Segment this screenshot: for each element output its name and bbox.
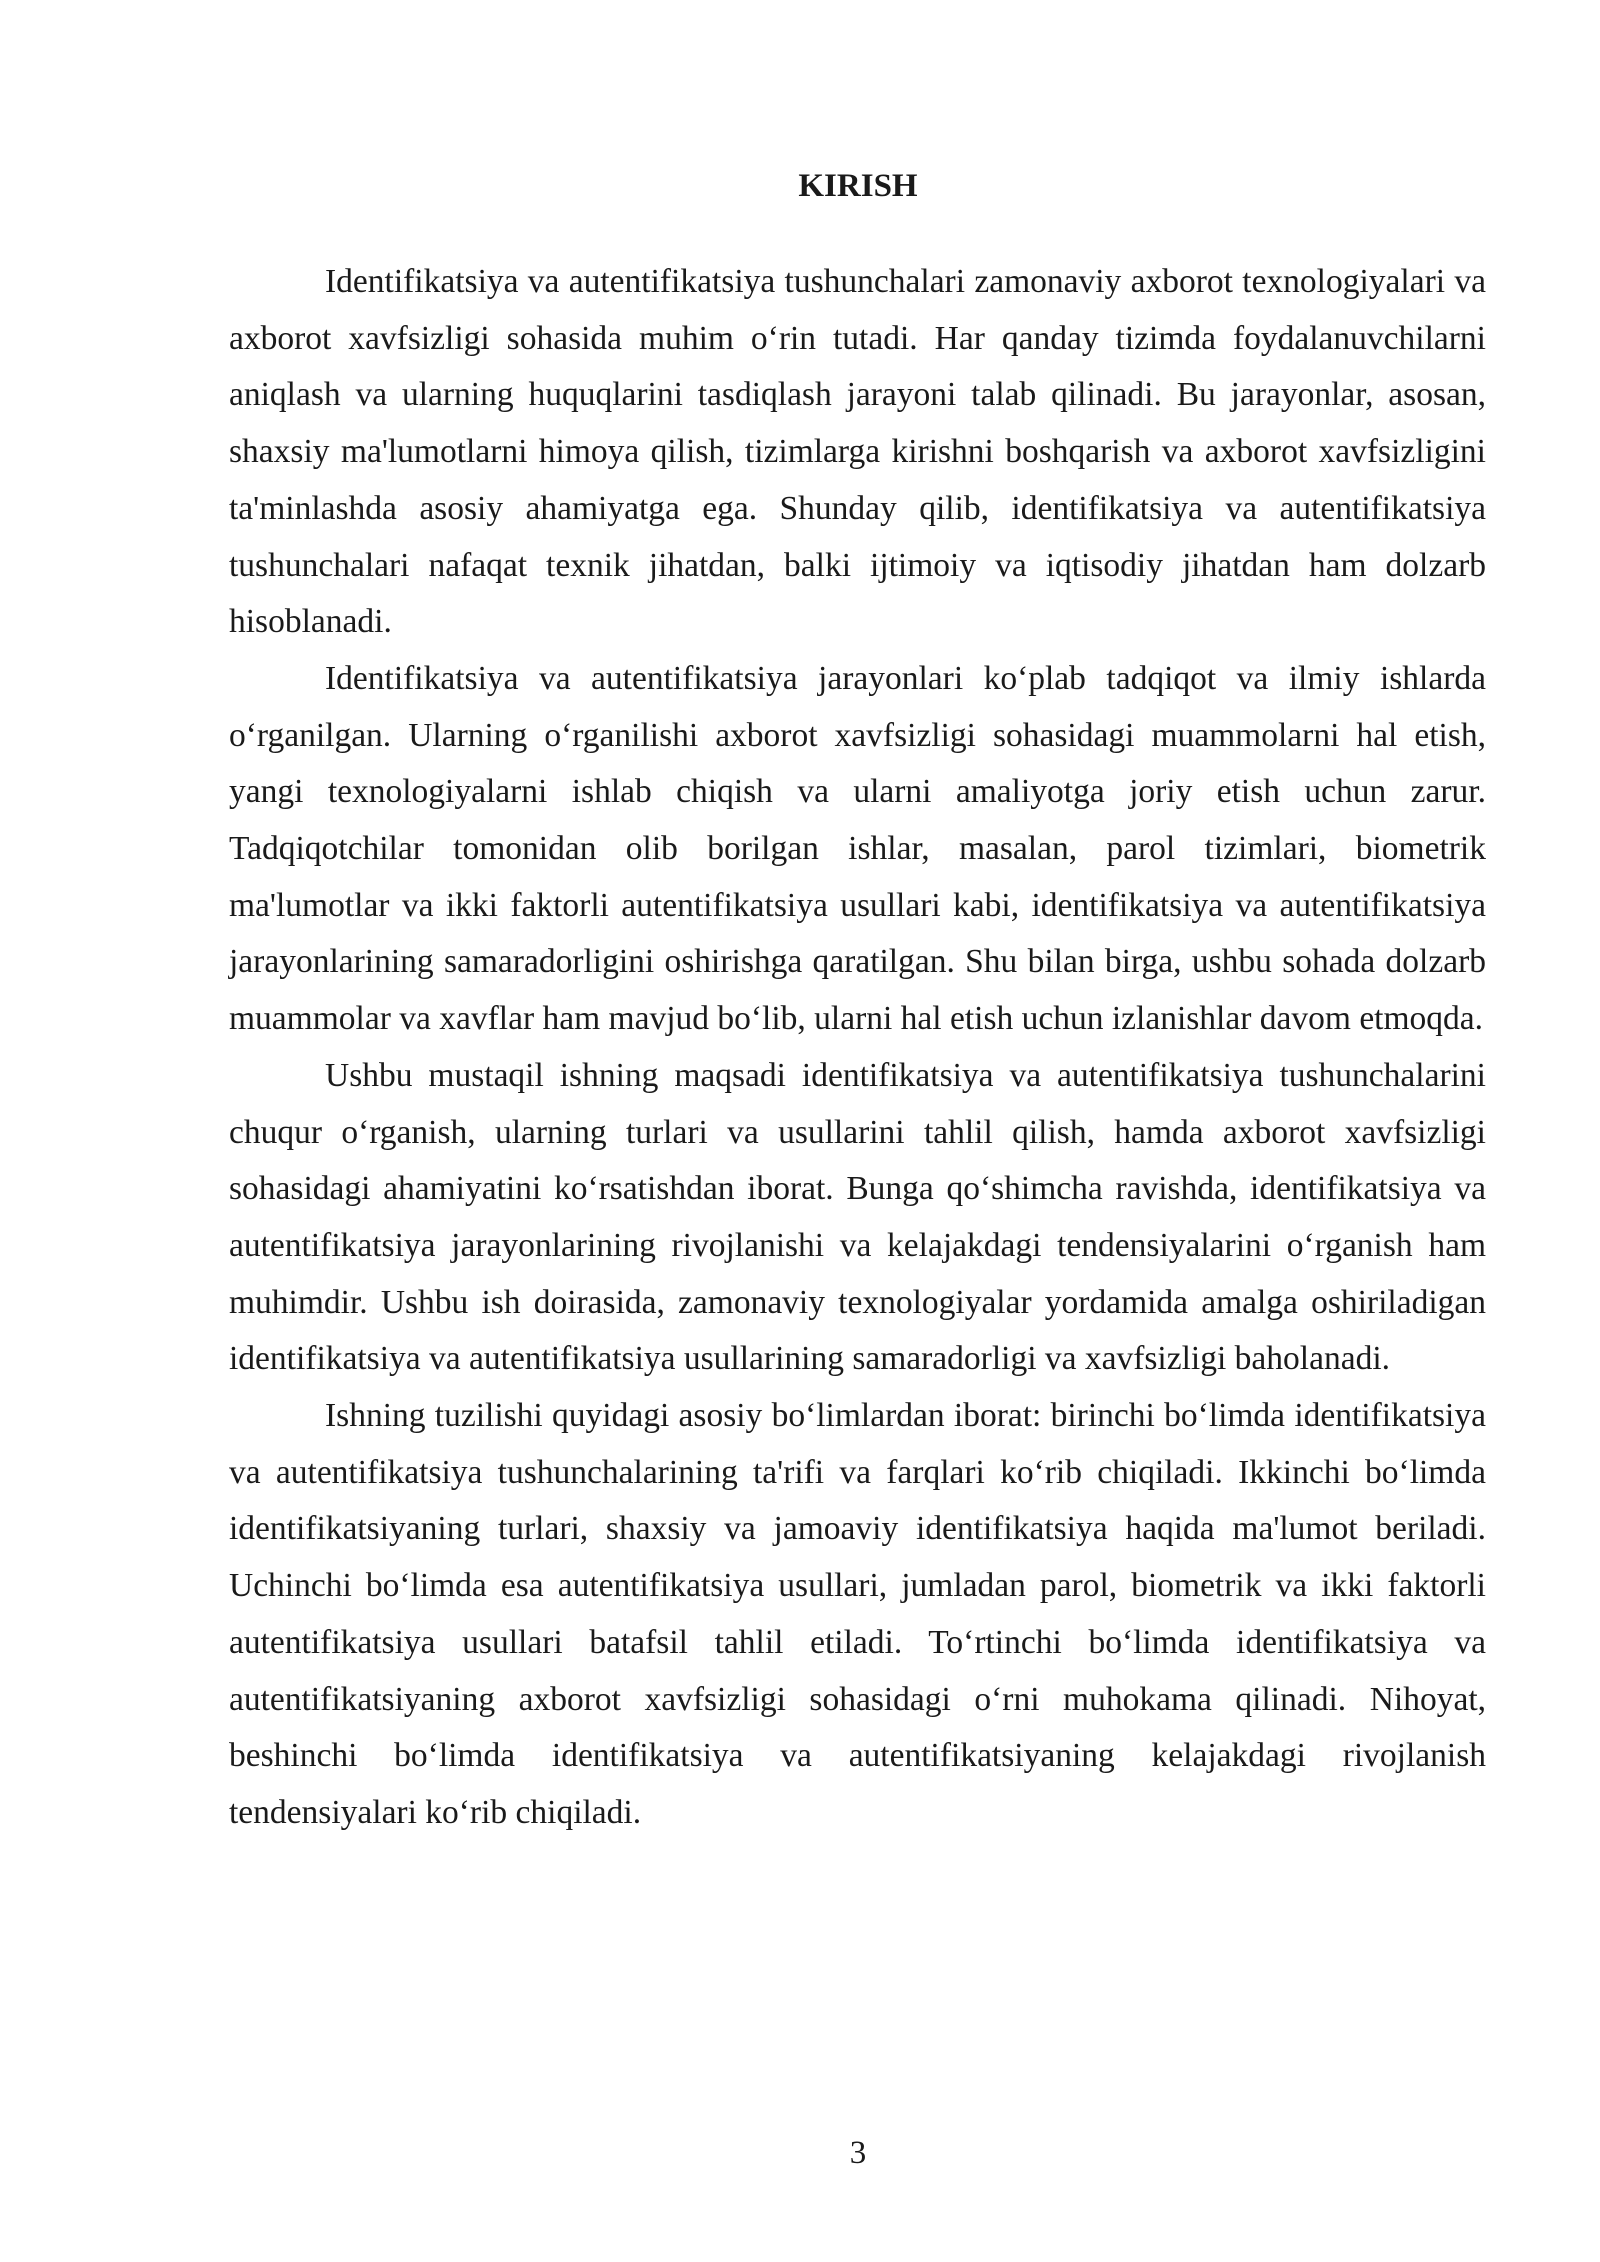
document-body <box>229 254 1486 1842</box>
paragraph-2: Identifikatsiya va autentifikatsiya jarayonlari ko‘plab tadqiqot va ilmiy ishlarda o‘rganilgan. Ularning o‘rganilishi axborot xavfsizligi sohasidagi muammolarni hal etish, yangi texnologiyalarni ishlab chiqish va ularni amaliyotga joriy etish uchun zarur. Tadqiqotchilar tomonidan olib borilgan ishlar, masalan, parol tizimlari, biometrik ma'lumotlar va ikki faktorli autentifikatsiya usullari kabi, identifikatsiya va autentifikatsiya jarayonlarining samaradorligini oshirishga qaratilgan. Shu bilan birga, ushbu sohada dolzarb muammolar va xavflar ham mavjud bo‘lib, ularni hal etish uchun izlanishlar davom etmoqda. <box>229 659 1486 1038</box>
paragraph-1: Identifikatsiya va autentifikatsiya tushunchalari zamonaviy axborot texnologiyalari va axborot xavfsizligi sohasida muhim o‘rin tutadi. Har qanday tizimda foydalanuvchilarni aniqlash va ularning huquqlarini tasdiqlash jarayoni talab qilinadi. Bu jarayonlar, asosan, shaxsiy ma'lumotlarni himoya qilish, tizimlarga kirishni boshqarish va axborot xavfsizligini ta'minlashda asosiy ahamiyatga ega. Shunday qilib, identifikatsiya va autentifikatsiya tushunchalari nafaqat texnik jihatdan, balki ijtimoiy va iqtisodiy jihatdan ham dolzarb hisoblanadi. <box>229 263 1486 641</box>
section-title: KIRISH <box>798 168 918 204</box>
paragraph-4: Ishning tuzilishi quyidagi asosiy bo‘limlardan iborat: birinchi bo‘limda identifikatsiya va autentifikatsiya tushunchalarining ta'rifi va farqlari ko‘rib chiqiladi. Ikkinchi bo‘limda identifikatsiyaning turlari, shaxsiy va jamoaviy identifikatsiya haqida ma'lumot beriladi. Uchinchi bo‘limda esa autentifikatsiya usullari, jumladan parol, biometrik va ikki faktorli autentifikatsiya usullari batafsil tahlil etiladi. To‘rtinchi bo‘limda identifikatsiya va autentifikatsiyaning axborot xavfsizligi sohasidagi o‘rni muhokama qilinadi. Nihoyat, beshinchi bo‘limda identifikatsiya va autentifikatsiyaning kelajakdagi rivojlanish tendensiyalari ko‘rib chiqiladi. <box>229 1397 1486 1831</box>
paragraph-3: Ushbu mustaqil ishning maqsadi identifikatsiya va autentifikatsiya tushunchalarini chuqur o‘rganish, ularning turlari va usullarini tahlil qilish, hamda axborot xavfsizligi sohasidagi ahamiyatini ko‘rsatishdan iborat. Bunga qo‘shimcha ravishda, identifikatsiya va autentifikatsiya jarayonlarining rivojlanishi va kelajakdagi tendensiyalarini o‘rganish ham muhimdir. Ushbu ish doirasida, zamonaviy texnologiyalar yordamida amalga oshiriladigan identifikatsiya va autentifikatsiya usullarining samaradorligi va xavfsizligi baholanadi. <box>229 1056 1486 1378</box>
page-number: 3 <box>849 2135 867 2171</box>
